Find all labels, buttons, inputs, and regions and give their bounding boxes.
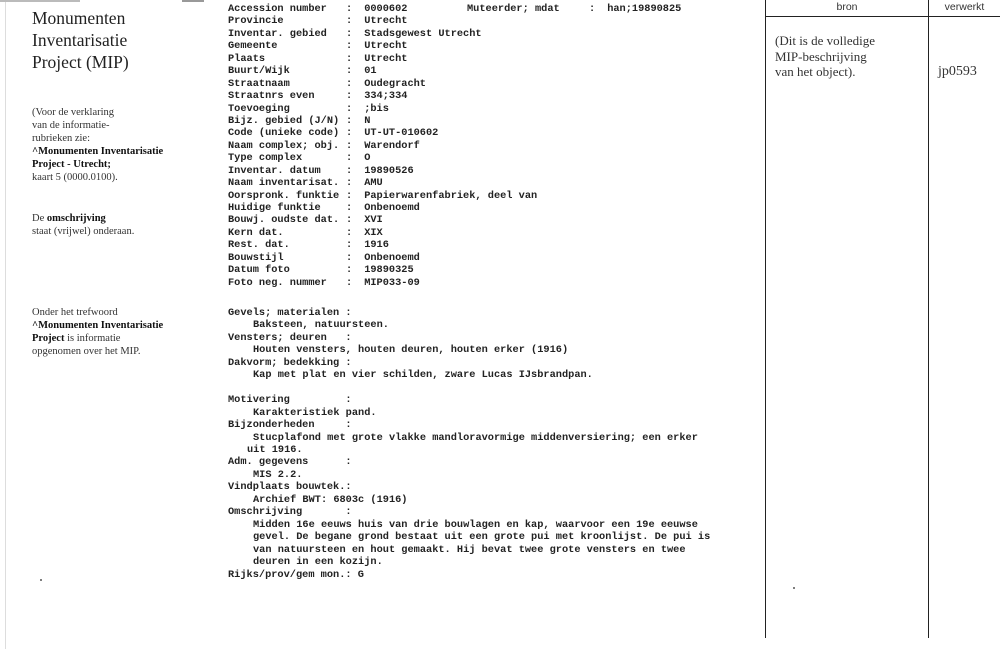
record-field (228, 103, 537, 115)
record-field (228, 115, 537, 127)
field-value: Papierwarenfabriek, deel van (364, 189, 538, 202)
note-omschrijving (32, 212, 134, 238)
section-heading: Omschrijving : (228, 506, 352, 519)
field-label: Toevoeging (228, 102, 290, 115)
record-field (228, 40, 537, 52)
record-field (228, 190, 537, 202)
record-fields (228, 3, 682, 289)
field-value: 334;334 (364, 90, 408, 103)
note-keyword: ^Monumenten Inventarisatie (32, 320, 164, 331)
field-label: Inventar. gebied (228, 27, 327, 40)
field-colon: : (346, 77, 353, 90)
note-reference: ^Monumenten Inventarisatie (32, 146, 164, 157)
scan-mark (182, 0, 204, 2)
record-field (228, 214, 537, 226)
note-line: (Voor de verklaring (32, 107, 115, 118)
note-line: opgenomen over het MIP. (32, 346, 141, 357)
section-heading: Bijzonderheden : (228, 419, 352, 432)
field-colon: : (346, 239, 353, 252)
field-label: Kern dat. (228, 226, 284, 239)
field-value: han;19890825 (607, 3, 682, 15)
field-colon: : (346, 40, 353, 53)
record-field (228, 127, 537, 139)
record-field (228, 90, 537, 102)
record-field (228, 277, 537, 289)
record-field (228, 202, 537, 214)
record-field (228, 152, 537, 164)
field-label: Huidige funktie (228, 202, 321, 214)
note-line: rubrieken zie: (32, 133, 91, 144)
field-value: Stadsgewest Utrecht (364, 27, 482, 40)
field-label: Straatnrs even (228, 90, 315, 103)
note-text: is informatie (64, 333, 121, 344)
field-colon: : (346, 276, 353, 289)
field-colon: : (346, 139, 353, 152)
field-colon: : (346, 202, 353, 214)
field-value: 1916 (364, 239, 389, 252)
field-colon: : (346, 226, 353, 239)
field-label: Plaats (228, 52, 266, 65)
field-label: Accession number (228, 3, 327, 15)
record-field (228, 264, 537, 276)
section-text: Karakteristiek pand. (253, 406, 377, 419)
note-text: De (32, 213, 47, 224)
field-value: Onbenoemd (364, 251, 420, 264)
field-value: 0000602 (364, 3, 408, 15)
record-field (228, 3, 682, 15)
record-field (228, 53, 537, 65)
field-value: Oudegracht (364, 77, 426, 90)
field-colon: : (346, 177, 353, 190)
field-colon: : (346, 127, 353, 140)
note-keyword: omschrijving (46, 213, 106, 224)
note-reference: Project - Utrecht; (32, 159, 111, 170)
field-value: XVI (364, 214, 383, 227)
record-field (228, 165, 537, 177)
verwerkt-cell: jp0593 (938, 64, 977, 79)
field-colon: : (346, 251, 353, 264)
description-block (228, 307, 748, 581)
field-value: AMU (364, 177, 383, 190)
section-heading: Gevels; materialen : (228, 307, 352, 319)
title-line: Project (MIP) (32, 52, 129, 72)
field-label: Datum foto (228, 264, 290, 277)
field-colon: : (346, 65, 353, 78)
field-label: Rest. dat. (228, 239, 290, 252)
bron-cell (775, 33, 875, 80)
note-trefwoord (32, 306, 163, 358)
section-text: Stucplafond met grote vlakke mandloravormige middenversiering; een erker (253, 431, 698, 444)
field-colon: : (346, 264, 353, 277)
note-keyword: Project (32, 333, 65, 344)
note-explanation (32, 106, 163, 184)
field-label: Straatnaam (228, 77, 290, 90)
table-divider (765, 0, 766, 638)
field-value: XIX (364, 226, 383, 239)
field-value: MIP033-09 (364, 276, 420, 289)
section-heading: Motivering : (228, 394, 352, 407)
note-line: van de informatie- (32, 120, 110, 131)
field-label: Oorspronk. funktie (228, 189, 340, 202)
field-value: Onbenoemd (364, 202, 420, 214)
muteerder-field: Muteerder; mdat : han;19890825 (467, 3, 682, 15)
field-label: Bouwstijl (228, 251, 284, 264)
field-value: ;bis (364, 102, 389, 115)
note-line: Onder het trefwoord (32, 307, 118, 318)
field-colon: : (346, 189, 353, 202)
field-label: Inventar. datum (228, 164, 321, 177)
field-value: 19890526 (364, 164, 414, 177)
record-field (228, 15, 537, 27)
description-line: Midden 16e eeuws huis van drie bouwlagen en kap, waarvoor een 19e eeuwse (253, 518, 698, 531)
field-value: N (364, 114, 371, 127)
scan-speck (40, 579, 42, 581)
section-text: uit 1916. (247, 443, 303, 456)
note-line: staat (vrijwel) onderaan. (32, 226, 135, 237)
record-field (228, 239, 537, 251)
section-text: Baksteen, natuursteen. (253, 319, 389, 332)
field-colon: : (346, 102, 353, 115)
record-field (228, 28, 537, 40)
title-line: Monumenten (32, 8, 126, 28)
record-field (228, 177, 537, 189)
section-text: Houten vensters, houten deuren, houten erker (1916) (253, 344, 569, 357)
section-text: Archief BWT: 6803c (1916) (253, 493, 408, 506)
verwerkt-header: verwerkt (944, 1, 985, 13)
field-colon: : (346, 164, 353, 177)
section-text: MIS 2.2. (253, 468, 303, 481)
record-field (228, 140, 537, 152)
page-edge (5, 0, 6, 649)
scan-mark (0, 0, 80, 2)
description-line: van natuursteen en hout gemaakt. Hij bevat twee grote vensters en twee (253, 543, 686, 556)
bron-line: MIP-beschrijving (775, 48, 867, 64)
field-value: 01 (364, 65, 377, 78)
field-label: Muteerder; mdat (467, 3, 560, 15)
field-label: Provincie (228, 15, 284, 28)
section-heading: Vindplaats bouwtek.: (228, 481, 352, 494)
field-colon: : (346, 27, 353, 40)
field-value: 19890325 (364, 264, 414, 277)
section-text: Kap met plat en vier schilden, zware Lucas IJsbrandpan. (253, 369, 593, 382)
description-line: deuren in een kozijn. (253, 556, 383, 569)
description-line: gevel. De begane grond bestaat uit een grote pui met kroonlijst. De pui is (253, 531, 711, 544)
section-heading: Dakvorm; bedekking : (228, 356, 352, 369)
field-value: O (364, 152, 371, 165)
document-title (32, 7, 129, 73)
field-label: Bijz. gebied (J/N) (228, 114, 340, 127)
record-field (228, 65, 537, 77)
field-colon: : (346, 52, 353, 65)
monument-status: Rijks/prov/gem mon.: G (228, 568, 364, 581)
title-line: Inventarisatie (32, 30, 128, 50)
field-colon: : (346, 214, 353, 227)
field-label: Code (unieke code) (228, 127, 340, 140)
field-label: Naam inventarisat. (228, 177, 340, 190)
table-divider (928, 0, 929, 638)
table-header-rule (765, 16, 1000, 17)
field-value: Utrecht (364, 40, 408, 53)
field-value: Utrecht (364, 15, 408, 28)
field-label: Buurt/Wijk (228, 65, 290, 78)
field-colon: : (346, 90, 353, 103)
field-colon: : (346, 3, 353, 15)
field-colon: : (346, 114, 353, 127)
section-heading: Adm. gegevens : (228, 456, 352, 469)
field-colon: : (346, 15, 353, 28)
note-line: kaart 5 (0000.0100). (32, 172, 118, 183)
bron-line: (Dit is de volledige (775, 33, 876, 48)
field-label: Bouwj. oudste dat. (228, 214, 340, 227)
record-field (228, 227, 537, 239)
field-value: Utrecht (364, 52, 408, 65)
field-label: Naam complex; obj. (228, 139, 340, 152)
field-label: Type complex (228, 152, 303, 165)
section-heading: Vensters; deuren : (228, 331, 352, 344)
field-value: UT-UT-010602 (364, 127, 439, 140)
record-field (228, 78, 537, 90)
bron-line: van het object). (775, 64, 856, 79)
field-colon: : (346, 152, 353, 165)
record-field (228, 252, 537, 264)
scan-speck (793, 587, 795, 589)
field-label: Gemeente (228, 40, 278, 53)
field-label: Foto neg. nummer (228, 276, 327, 289)
bron-header: bron (836, 1, 858, 13)
field-value: Warendorf (364, 139, 420, 152)
